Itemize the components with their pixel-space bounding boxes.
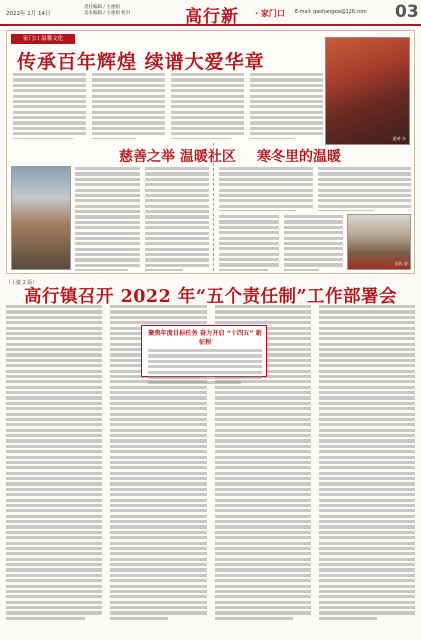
text-column [6,305,102,635]
text-column [13,73,86,139]
issue-date: 2022年 1月 14日 [6,11,51,17]
callout-body [148,349,262,384]
winter-photo [347,214,411,270]
newspaper-logo: 高行新 [185,7,239,27]
text-lines [318,167,412,211]
sub-headline-winter: 寒冬里的温暖 [257,149,341,165]
main-headline: 传承百年辉煌 续谱大爱华章 [17,51,265,73]
text-lines [250,73,323,139]
feature-body-text [13,73,323,139]
column-divider [213,143,214,271]
text-lines [148,349,262,384]
text-lines [284,215,344,271]
text-column [319,305,415,635]
text-lines [219,215,279,271]
callout-box [141,325,267,377]
winter-photo-credit: 居民 安 [394,261,408,266]
text-column [250,73,323,139]
text-lines [75,167,140,271]
community-photo [11,166,71,270]
text-lines [319,305,415,620]
text-lines [13,73,86,139]
editors-info [84,5,130,17]
charity-article-text [75,167,209,271]
winter-article-text-2 [219,215,343,271]
winter-article-text [219,167,411,211]
column-tag: 家门口 温馨文化 [11,34,75,44]
masthead [0,0,421,26]
contact-email: E-mail: gaohangxw@126.com [295,10,367,15]
upper-feature-box [6,30,415,274]
text-lines [92,73,165,139]
editors-line-2: 美术编辑 / 王惠娟 校对 [84,11,131,16]
text-column [171,73,244,139]
text-lines [219,167,313,211]
editors-line-1: 责任编辑 / 王惠娟 [84,5,120,10]
text-lines [145,167,210,271]
text-lines [171,73,244,139]
text-lines [6,305,102,620]
callout-title: 聚焦年度目标任务 奋力开启 “十四五” 新征程 [148,330,262,346]
section-name: · 家门口 [255,9,285,18]
feature-photo-credit: 慈善 东 [392,136,406,141]
continued-tag: （上接 2 版） [6,280,38,286]
text-column [92,73,165,139]
feature-photo [325,37,410,145]
page-number: 03 [395,2,419,22]
lower-headline: 高行镇召开 2022 年“五个责任制”工作部署会 [23,287,398,307]
sub-headline-charity: 慈善之举 温暖社区 [119,149,236,165]
